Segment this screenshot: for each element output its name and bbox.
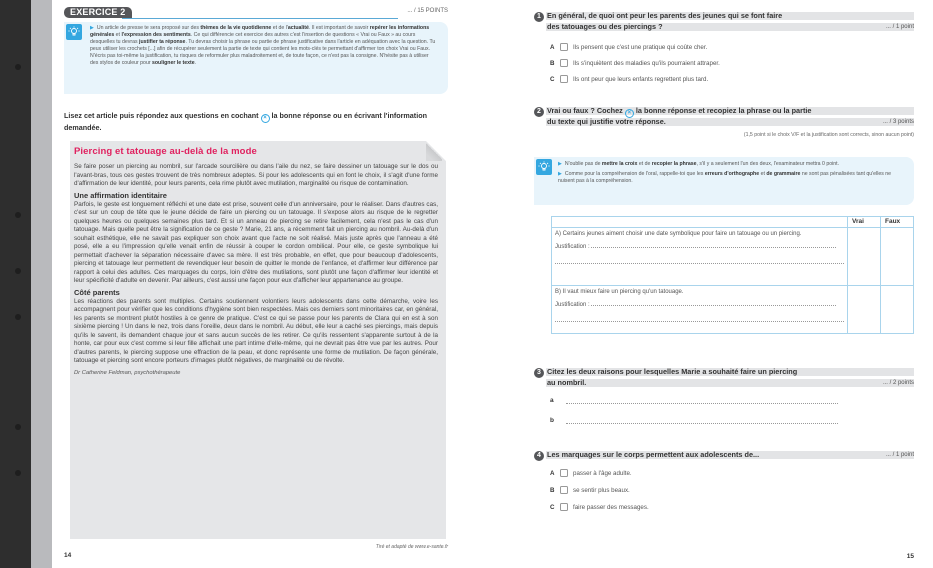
exercise-badge: EXERCICE 2: [64, 7, 132, 18]
tip-text-run: . Ce qui différencie cet exercice des autres c'est l'insertion de questions « Vrai ou Faux » au cours desquelles tu devras: [90, 32, 416, 46]
option-c[interactable]: [550, 75, 708, 83]
emphasis-text: repérer les informations générales: [90, 25, 430, 39]
question-points: ... / 3 points: [882, 119, 914, 125]
question-text: au nombril.: [547, 378, 587, 387]
option-c[interactable]: [550, 503, 649, 511]
tip-text-run: et: [759, 171, 767, 178]
question-text: Citez les deux raisons pour lesquelles Marie a souhaité faire un piercing: [547, 367, 798, 376]
question-points: ... / 1 point: [885, 24, 914, 30]
emphasis-text: souligner le texte: [152, 60, 195, 67]
question-text: Les marquages sur le corps permettent aux adolescents de...: [547, 450, 760, 459]
tip-item: [558, 171, 904, 185]
faux-column-header: Faux: [881, 217, 914, 228]
checkbox[interactable]: [560, 43, 568, 51]
article-title: Piercing et tatouage au-delà de la mode: [74, 146, 257, 157]
option-letter: C: [550, 503, 555, 511]
answer-letter: b: [550, 417, 554, 424]
justification-label: Justification :: [555, 302, 590, 308]
lightbulb-icon: [66, 24, 82, 40]
tip-text-run: ne sont pas pénalisées tant qu'elles ne nuisent pas à la compréhension.: [558, 171, 892, 185]
justification-line[interactable]: [555, 242, 844, 250]
option-letter: C: [550, 75, 555, 83]
justification-label: Justification :: [555, 244, 590, 250]
checkbox[interactable]: [560, 75, 568, 83]
answer-dots[interactable]: [591, 242, 836, 248]
question-text-part: la bonne réponse et recopiez la phrase ou la partie: [633, 106, 812, 115]
section-title: Une affirmation identitaire: [74, 190, 167, 200]
option-a[interactable]: [550, 43, 707, 51]
table-row: [552, 228, 914, 286]
answer-dots[interactable]: [555, 314, 844, 322]
answer-line-b[interactable]: [550, 417, 838, 424]
tip-text: [90, 25, 438, 68]
table-row: [552, 286, 914, 334]
emphasis-text: erreurs d'orthographe: [704, 171, 760, 178]
question-text: En général, de quoi ont peur les parents des jeunes qui se font faire: [547, 11, 783, 20]
header-rule: [122, 18, 398, 19]
question-4-header: [534, 450, 914, 461]
arrow-icon: ▶: [558, 171, 562, 178]
page-number: 15: [906, 553, 914, 560]
true-false-table: [551, 216, 914, 334]
tip-text-run: Comme pour la compréhension de l'oral, rappelle-toi que les: [564, 171, 705, 178]
answer-dots[interactable]: [555, 256, 844, 264]
page-margin: [52, 0, 64, 568]
page-number: 14: [64, 552, 72, 559]
arrow-icon: ▶: [90, 25, 94, 31]
instruction: [64, 111, 448, 133]
lightbulb-icon: [536, 159, 552, 175]
checkbox[interactable]: [560, 469, 568, 477]
emphasis-text: actualité: [287, 25, 309, 31]
question-number: 2: [534, 107, 544, 117]
question-number: 4: [534, 451, 544, 461]
tip-text-run: , s'il y a seulement l'un des deux, l'examinateur mettra 0 point.: [696, 161, 840, 167]
arrow-icon: ▶: [558, 161, 562, 167]
article-box: [70, 141, 446, 539]
tip-item-text: [565, 161, 839, 167]
statement-text: A) Certains jeunes aiment choisir une date symbolique pour faire un tatouage ou un piercing.: [555, 231, 802, 237]
article-body: [74, 163, 438, 377]
left-page: [64, 0, 454, 568]
instruction-text: la bonne réponse ou en écrivant l'information demandée.: [64, 111, 427, 132]
tip-text-run: . Tu devras choisir la phrase ou partie de phrase justificative dans l'article en adéquation avec la question. Tu peux utiliser les crochets [...] afin de récupérer seulement la partie de texte qui contient les mots-clés te permettant d'affirmer ton choix Vrai ou Faux. N'écris pas toi-même la justification, tu risques de reformuler plus maladroitement et, de toute façon, ce n'est pas la consigne. N'hésite pas à utiliser des stylos de couleur pour: [90, 39, 436, 67]
x-mark-icon: ×: [261, 114, 270, 123]
source-credit: Tiré et adapté de www.e-sante.fr: [375, 544, 448, 550]
tip-text-run: et de: [637, 161, 652, 167]
option-a[interactable]: [550, 469, 632, 477]
emphasis-text: recopier la phrase: [651, 161, 697, 167]
tip-text-run: Un article de presse te sera proposé sur des: [96, 25, 201, 31]
ghost-circle: [15, 268, 21, 274]
question-number: 3: [534, 368, 544, 378]
tip-text-run: N'oublie pas de: [564, 161, 602, 167]
table-header-row: [552, 217, 914, 228]
answer-dots[interactable]: [566, 398, 838, 404]
tip-text-run: .: [194, 60, 197, 67]
faux-cell[interactable]: [881, 286, 914, 334]
exercise-header: [64, 7, 448, 19]
tip-text-run: . Il est important de savoir: [308, 25, 370, 31]
option-text: faire passer des messages.: [573, 503, 649, 511]
question-number: 1: [534, 12, 544, 22]
ghost-circle: [15, 424, 21, 430]
article-author: Dr Catherine Feldman, psychothérapeute: [74, 369, 181, 376]
option-text: passer à l'âge adulte.: [573, 469, 632, 477]
faux-cell[interactable]: [881, 228, 914, 286]
statement-text: B) Il vaut mieux faire un piercing qu'un tatouage.: [555, 289, 684, 295]
question-text-part: Vrai ou faux ? Cochez: [547, 106, 625, 115]
option-text: se sentir plus beaux.: [573, 486, 630, 494]
option-letter: B: [550, 486, 555, 494]
section-text: Les réactions des parents sont multiples. Certains soutiennent volontiers leurs adolescents dans cette démarche, voire les accompagnent pour vérifier que les conditions d'hygiène sont bien respectées. Mais ces derniers sont minoritaires car, en général, les parents se montrent plutôt hostiles à ce genre de pratique. C'est ce qui se passe pour les parents de Clara qui en est à son sixième piercing ! Un dans le nez, trois dans l'oreille, deux dans le nombril. Au début, elle leur a caché ses piercings, mais depuis qu'ils le savent, ils demandent chaque jour et sans aucun succès de les retirer. Ce qu'ils ressentent s'apparente surtout à de la honte, car pour eux c'est comme si leur fille affichait une part intime d'elle-même, qui ne devrait pas être vue par les autres. Pour d'autres parents, le piercing suppose une effraction de la peau, et donc représente une forme de mutilation. De façon générale, tatouage et piercing sont encore porteurs d'images plutôt négatives, de marginalité ou de révolte.: [74, 297, 438, 364]
article-intro: Se faire poser un piercing au nombril, sur l'arcade sourcilière ou dans l'aile du nez, se faire dessiner un tatouage sur le dos ou l'avant-bras, tous ces gestes trouvent de très nombreux adeptes. Si pour les adolescents qui en font le choix, il s'agit d'une forme d'affirmation de leur identité, pour leurs parents, cela rime plutôt avec mutilation, marginalité ou risque de contamination.: [74, 163, 438, 187]
viewer-side-panel: [0, 0, 31, 568]
tip-text: [558, 161, 904, 185]
question-2-header: [534, 106, 914, 128]
scoring-note: (1,5 point si le choix V/F et la justification sont corrects, sinon aucun point): [743, 132, 914, 138]
option-letter: A: [550, 469, 555, 477]
statement-cell: [552, 286, 848, 334]
emphasis-text: justifier ta réponse: [139, 39, 186, 46]
option-b[interactable]: [550, 59, 720, 67]
ghost-circle: [15, 212, 21, 218]
tip-paragraph: [90, 25, 435, 66]
option-text: Ils pensent que c'est une pratique qui coûte cher.: [573, 43, 708, 51]
option-letter: B: [550, 59, 555, 67]
option-text: Ils ont peur que leurs enfants regrettent plus tard.: [573, 75, 709, 83]
page-shadow-strip: [31, 0, 52, 568]
option-text: Ils s'inquiètent des maladies qu'ils pourraient attraper.: [573, 59, 720, 67]
question-1-header: [534, 11, 914, 33]
page-curl-shadow: [426, 141, 442, 161]
question-text: des tatouages ou des piercings ?: [547, 22, 663, 31]
tip-item: [558, 161, 904, 168]
emphasis-text: de grammaire: [766, 171, 801, 178]
tip-box: [534, 157, 914, 205]
answer-letter: a: [550, 397, 554, 404]
tip-box: [64, 22, 448, 94]
vrai-column-header: Vrai: [848, 217, 881, 228]
question-text: du texte qui justifie votre réponse.: [547, 117, 666, 126]
ghost-circle: [15, 470, 21, 476]
section-text: Parfois, le geste est longuement réfléchi et une date est prise, souvent celle d'un anniversaire, pour le réaliser. Dans d'autres cas, c'est sur un coup de tête que le jeune décide de faire un piercing ou un tatouage. Il s'expose alors au risque de le regretter quelques heures ou quelques semaines plus tard. Et si un anneau de piercing se retire facilement, cela n'est pas le cas d'un tatouage. Mais quelle peut être la signification de ce geste ? Marie, 21 ans, a récemment fait un piercing au nombril. Au-delà d'un souhait esthétique, elle ne savait pas expliquer son choix avant que l'acte ne soit réalisé. Mais juste après que l'anneau a été posé, elle a eu l'impression qu'elle venait enfin de réussir à couper le cordon ombilical. Pour elle, ce geste symbolique lui permettait d'achever la séparation nécessaire d'avec sa mère. Il est très probable, en effet, que pour beaucoup d'adolescents, piercing et tatouage leur permettent de revendiquer leur besoin de quitter le monde de l'enfance, et d'affirmer leur différence par rapport à celui des adultes. Ces marquages du corps, loin d'être des mutilations, sont plutôt une façon d'affirmer leur identité et leur spécificité d'adulte en devenir. Par ailleurs, c'est aussi une façon pour eux d'afficher leur appartenance au groupe.: [74, 200, 438, 284]
emphasis-text: thèmes de la vie quotidienne: [200, 25, 272, 31]
question-points: ... / 1 point: [885, 452, 914, 458]
statement-column-header: [552, 217, 848, 228]
statement-cell: [552, 228, 848, 286]
tip-text-run: et de l': [271, 25, 288, 31]
vrai-cell[interactable]: [848, 228, 881, 286]
checkbox[interactable]: [560, 503, 568, 511]
emphasis-text: l'expression des sentiments: [121, 32, 191, 39]
option-b[interactable]: [550, 486, 630, 494]
answer-dots[interactable]: [566, 418, 838, 424]
checkbox[interactable]: [560, 486, 568, 494]
section-title: Côté parents: [74, 287, 120, 297]
exercise-points: ... / 15 POINTS: [407, 8, 448, 14]
question-points: ... / 2 points: [882, 380, 914, 386]
checkbox[interactable]: [560, 59, 568, 67]
question-bar: [546, 379, 914, 387]
option-letter: A: [550, 43, 555, 51]
instruction-text: Lisez cet article puis répondez aux questions en cochant: [64, 111, 261, 120]
tip-text-run: et: [114, 32, 122, 39]
tip-item-text: [558, 171, 891, 184]
question-3-header: [534, 367, 914, 389]
answer-line-a[interactable]: [550, 397, 838, 404]
answer-dots[interactable]: [591, 300, 836, 306]
emphasis-text: mettre la croix: [601, 161, 638, 167]
ghost-circle: [15, 314, 21, 320]
justification-line[interactable]: [555, 300, 844, 308]
ghost-circle: [15, 64, 21, 70]
vrai-cell[interactable]: [848, 286, 881, 334]
right-page: [520, 0, 933, 568]
x-mark-icon: ×: [625, 109, 634, 118]
